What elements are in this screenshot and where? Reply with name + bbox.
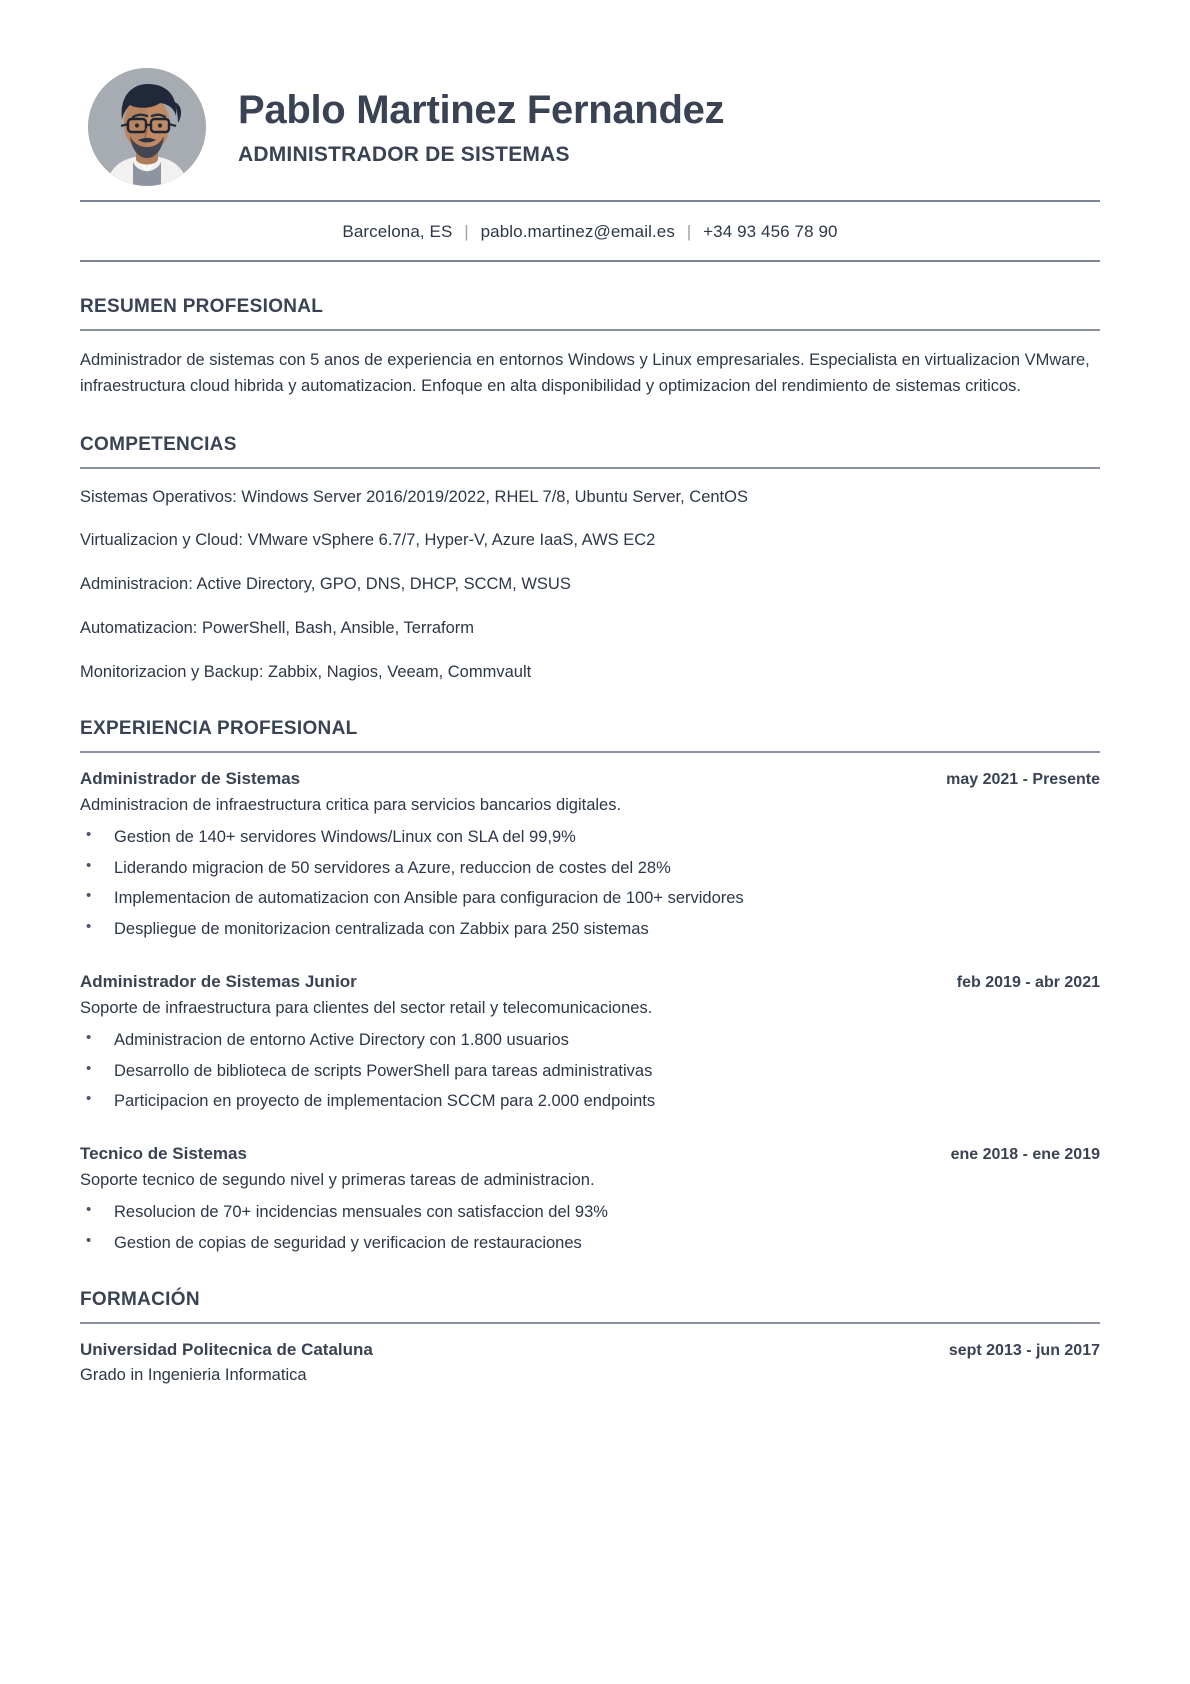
resume-content [80,68,1100,1388]
experience-entry [80,1144,1100,1255]
experience-bullet: • Gestion de 140+ servidores Windows/Linux con SLA del 99,9% [80,825,1100,850]
experience-dates: feb 2019 - abr 2021 [956,973,1100,991]
section-summary [80,296,1100,400]
skill-line: Automatizacion: PowerShell, Bash, Ansible, Terraform [80,618,475,637]
experience-entry-head [80,972,1100,992]
contact-line [80,202,1100,260]
education-body [80,1340,1100,1388]
experience-bullet: • Resolucion de 70+ incidencias mensuales con satisfaccion del 93% [80,1200,1100,1225]
section-title-education: FORMACIÓN [80,1289,200,1311]
header-text-block [238,87,1100,167]
experience-dates: may 2021 - Presente [946,770,1100,788]
contact-email[interactable]: pablo.martinez@email.es [480,222,675,241]
experience-bullet: • Desarrollo de biblioteca de scripts PowerShell para tareas administrativas [80,1059,1100,1084]
page-title: Pablo Martinez Fernandez [238,88,725,132]
profile-photo-illustration [88,68,206,186]
divider-bottom [80,260,1100,262]
section-experience [80,718,1100,1255]
section-title-experience: EXPERIENCIA PROFESIONAL [80,718,358,740]
experience-bullet: • Implementacion de automatizacion con Ansible para configuracion de 100+ servidores [80,886,1100,911]
skills-body [80,485,1100,685]
contact-phone[interactable]: +34 93 456 78 90 [703,222,838,241]
education-school: Universidad Politecnica de Cataluna [80,1340,373,1360]
experience-entry-head [80,769,1100,789]
section-rule-skills [80,467,1100,469]
section-rule-experience [80,751,1100,753]
section-title-summary: RESUMEN PROFESIONAL [80,296,324,317]
experience-role: Administrador de Sistemas [80,768,301,788]
experience-bullet: • Participacion en proyecto de implementacion SCCM para 2.000 endpoints [80,1089,1100,1114]
experience-bullet: • Administracion de entorno Active Directory con 1.800 usuarios [80,1028,1100,1053]
header-job-title: ADMINISTRADOR DE SISTEMAS [238,143,570,166]
section-skills [80,434,1100,684]
contact-separator-2: | [686,222,692,241]
education-dates: sept 2013 - jun 2017 [948,1342,1100,1360]
experience-bullet-list [80,825,1100,942]
experience-entry [80,769,1100,942]
experience-bullet: • Despliegue de monitorizacion centralizada con Zabbix para 250 sistemas [80,917,1100,942]
summary-body [80,347,1100,400]
contact-band [80,200,1100,262]
experience-description: Administracion de infraestructura critica para servicios bancarios digitales. [80,795,622,814]
skill-line: Administracion: Active Directory, GPO, DNS, DHCP, SCCM, WSUS [80,575,571,594]
contact-location: Barcelona, ES [342,222,453,241]
skill-line: Monitorizacion y Backup: Zabbix, Nagios, Veeam, Commvault [80,662,532,681]
section-rule-education [80,1322,1100,1324]
avatar [88,68,206,186]
skill-line: Virtualizacion y Cloud: VMware vSphere 6.7/7, Hyper-V, Azure IaaS, AWS EC2 [80,531,656,550]
experience-body [80,769,1100,1256]
experience-role: Administrador de Sistemas Junior [80,971,357,991]
contact-separator-1: | [464,222,469,241]
experience-bullet-list [80,1028,1100,1114]
section-education [80,1289,1100,1388]
experience-description: Soporte tecnico de segundo nivel y primeras tareas de administracion. [80,1171,595,1190]
section-rule-summary [80,329,1100,331]
summary-text: Administrador de sistemas con 5 anos de experiencia en entornos Windows y Linux empresariales. Especialista en virtualizacion VMware, infraestructura cloud hibrida y automatizacion. Enfoque en alta disponibilidad y optimizacion del rendimiento de sistemas criticos. [80,350,1090,396]
experience-bullet-list [80,1200,1100,1256]
experience-entry [80,972,1100,1114]
resume-sheet [10,8,1180,1676]
experience-bullet: • Liderando migracion de 50 servidores a Azure, reduccion de costes del 28% [80,856,1100,881]
education-entry [80,1340,1100,1388]
experience-description: Soporte de infraestructura para clientes del sector retail y telecomunicaciones. [80,998,653,1017]
experience-dates: ene 2018 - ene 2019 [950,1146,1100,1164]
education-degree: Grado in Ingenieria Informatica [80,1366,307,1385]
experience-role: Tecnico de Sistemas [80,1144,247,1164]
resume-header [80,68,1100,186]
education-entry-head [80,1340,1100,1360]
section-title-skills: COMPETENCIAS [80,434,237,456]
experience-bullet: • Gestion de copias de seguridad y verificacion de restauraciones [80,1231,1100,1256]
experience-entry-head [80,1144,1100,1164]
skill-line: Sistemas Operativos: Windows Server 2016/2019/2022, RHEL 7/8, Ubuntu Server, CentOS [80,487,748,506]
